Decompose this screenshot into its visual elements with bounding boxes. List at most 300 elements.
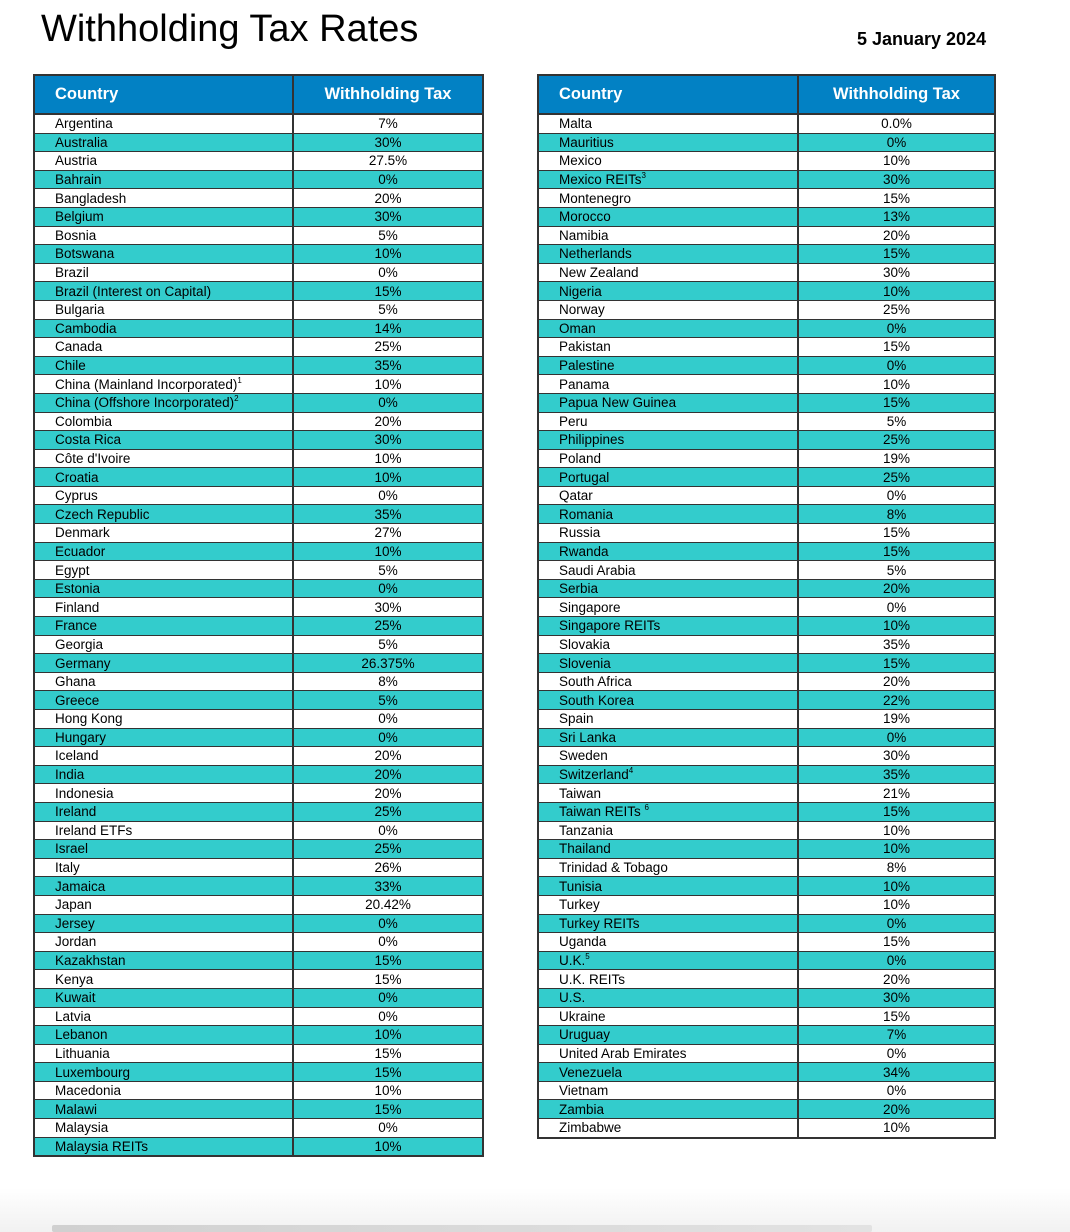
country-name: Botswana: [55, 246, 115, 262]
table-row: [34, 431, 483, 450]
table-row: [34, 1081, 483, 1100]
country-name: Denmark: [55, 525, 110, 541]
country-name: France: [55, 618, 98, 634]
table-row: [34, 1100, 483, 1119]
withholding-tax-cell: 30%: [798, 170, 995, 189]
country-name: Ukraine: [559, 1008, 606, 1024]
withholding-tax-cell: 10%: [798, 895, 995, 914]
country-name: Tunisia: [559, 878, 603, 894]
country-name: Georgia: [55, 636, 104, 652]
country-cell: [34, 1100, 293, 1119]
country-name: Malawi: [55, 1101, 98, 1117]
table-row: [34, 152, 483, 171]
withholding-tax-cell: 5%: [798, 561, 995, 580]
country-name: Japan: [55, 897, 92, 913]
country-name: Pakistan: [559, 339, 611, 355]
withholding-tax-cell: 5%: [293, 561, 483, 580]
table-row: [34, 226, 483, 245]
footnote-marker: 3: [641, 171, 646, 181]
table-row: [538, 393, 995, 412]
withholding-tax-cell: 15%: [293, 282, 483, 301]
withholding-tax-cell: 0%: [293, 263, 483, 282]
table-row: [538, 282, 995, 301]
country-name: Rwanda: [559, 543, 609, 559]
country-name: Brazil (Interest on Capital): [55, 283, 212, 299]
country-cell: [34, 245, 293, 264]
country-name: New Zealand: [559, 265, 639, 281]
table-row: [538, 579, 995, 598]
withholding-tax-cell: 10%: [293, 375, 483, 394]
country-name: Ireland: [55, 804, 97, 820]
withholding-tax-cell: 35%: [293, 505, 483, 524]
table-row: [34, 412, 483, 431]
country-cell: [538, 821, 798, 840]
country-cell: [34, 356, 293, 375]
withholding-tax-cell: 20%: [798, 579, 995, 598]
country-cell: [34, 1026, 293, 1045]
table-row: [538, 1119, 995, 1138]
withholding-tax-cell: 19%: [798, 449, 995, 468]
country-name: Montenegro: [559, 190, 632, 206]
withholding-tax-cell: 0%: [293, 821, 483, 840]
country-cell: [34, 375, 293, 394]
country-name: Trinidad & Tobago: [559, 860, 668, 876]
country-cell: [34, 542, 293, 561]
table-row: [34, 300, 483, 319]
table-row: [538, 375, 995, 394]
country-name: Zambia: [559, 1101, 605, 1117]
withholding-tax-cell: 7%: [293, 114, 483, 133]
country-cell: [538, 1063, 798, 1082]
table-row: [538, 635, 995, 654]
table-row: [34, 840, 483, 859]
country-cell: [34, 579, 293, 598]
withholding-tax-cell: 25%: [798, 431, 995, 450]
withholding-tax-cell: 5%: [293, 635, 483, 654]
country-cell: [538, 728, 798, 747]
withholding-tax-cell: 20%: [798, 1100, 995, 1119]
withholding-tax-cell: 34%: [798, 1063, 995, 1082]
country-name: Israel: [55, 841, 89, 857]
country-cell: [34, 1119, 293, 1138]
table-row: [538, 617, 995, 636]
country-name: Sri Lanka: [559, 729, 617, 745]
country-name: Croatia: [55, 469, 99, 485]
withholding-tax-cell: 20%: [293, 412, 483, 431]
withholding-tax-cell: 0%: [293, 1119, 483, 1138]
table-row: [34, 1044, 483, 1063]
country-name: Indonesia: [55, 785, 114, 801]
country-cell: [538, 338, 798, 357]
withholding-tax-cell: 15%: [293, 970, 483, 989]
withholding-tax-cell: 0%: [293, 933, 483, 952]
table-row: [34, 524, 483, 543]
table-row: [538, 245, 995, 264]
country-name: Chile: [55, 358, 86, 374]
country-cell: [34, 300, 293, 319]
country-name: Zimbabwe: [559, 1120, 622, 1136]
table-row: [538, 1081, 995, 1100]
country-cell: [538, 375, 798, 394]
country-name: Iceland: [55, 748, 99, 764]
country-name: Saudi Arabia: [559, 562, 636, 578]
table-row: [34, 617, 483, 636]
table-row: [538, 1044, 995, 1063]
country-name: Papua New Guinea: [559, 395, 677, 411]
withholding-tax-cell: 15%: [798, 393, 995, 412]
withholding-tax-cell: 19%: [798, 710, 995, 729]
country-cell: [538, 765, 798, 784]
country-name: Oman: [559, 320, 596, 336]
withholding-tax-cell: 26%: [293, 858, 483, 877]
country-name: Cambodia: [55, 320, 117, 336]
tax-table-left: [33, 74, 484, 1157]
country-name: Malaysia REITs: [55, 1138, 149, 1154]
country-cell: [538, 654, 798, 673]
country-cell: [34, 840, 293, 859]
country-name: Hungary: [55, 729, 107, 745]
footnote-marker: 2: [234, 394, 239, 404]
withholding-tax-cell: 10%: [798, 152, 995, 171]
country-cell: [34, 263, 293, 282]
country-name: Lebanon: [55, 1027, 108, 1043]
withholding-tax-cell: 0%: [798, 951, 995, 970]
withholding-tax-cell: 0%: [293, 1007, 483, 1026]
country-cell: [538, 877, 798, 896]
country-cell: [34, 970, 293, 989]
country-cell: [538, 988, 798, 1007]
table-row: [538, 672, 995, 691]
country-name: Turkey REITs: [559, 915, 640, 931]
country-cell: [538, 133, 798, 152]
table-row: [34, 728, 483, 747]
table-row: [34, 654, 483, 673]
withholding-tax-cell: 35%: [798, 635, 995, 654]
table-row: [34, 542, 483, 561]
withholding-tax-cell: 10%: [798, 617, 995, 636]
withholding-tax-cell: 0%: [798, 356, 995, 375]
withholding-tax-cell: 22%: [798, 691, 995, 710]
withholding-tax-cell: 20%: [798, 970, 995, 989]
country-name: Jersey: [55, 915, 95, 931]
country-name: Colombia: [55, 413, 113, 429]
country-cell: [34, 207, 293, 226]
withholding-tax-cell: 10%: [293, 468, 483, 487]
country-name: Uganda: [559, 934, 607, 950]
country-cell: [538, 468, 798, 487]
country-cell: [538, 1026, 798, 1045]
withholding-tax-cell: 30%: [293, 207, 483, 226]
withholding-tax-cell: 10%: [293, 1081, 483, 1100]
country-name: Costa Rica: [55, 432, 122, 448]
country-cell: [34, 133, 293, 152]
country-name: Nigeria: [559, 283, 602, 299]
country-name: Greece: [55, 692, 100, 708]
withholding-tax-cell: 15%: [798, 338, 995, 357]
country-cell: [538, 524, 798, 543]
country-cell: [34, 152, 293, 171]
withholding-tax-cell: 10%: [798, 821, 995, 840]
country-name: Ecuador: [55, 543, 106, 559]
table-row: [34, 598, 483, 617]
withholding-tax-cell: 25%: [293, 617, 483, 636]
country-cell: [538, 189, 798, 208]
country-name: China (Offshore Incorporated): [55, 395, 235, 411]
table-row: [34, 784, 483, 803]
country-cell: [34, 691, 293, 710]
country-name: Poland: [559, 450, 602, 466]
table-row: [538, 598, 995, 617]
footnote-text-blurred: [52, 1225, 872, 1232]
withholding-tax-cell: 20%: [293, 189, 483, 208]
country-name: Taiwan REITs: [559, 804, 645, 820]
withholding-tax-cell: 20.42%: [293, 895, 483, 914]
country-cell: [538, 1119, 798, 1138]
country-cell: [34, 189, 293, 208]
table-row: [538, 914, 995, 933]
withholding-tax-cell: 0.0%: [798, 114, 995, 133]
withholding-tax-cell: 10%: [293, 449, 483, 468]
country-name: Bulgaria: [55, 302, 105, 318]
country-name: Singapore REITs: [559, 618, 661, 634]
table-row: [538, 1063, 995, 1082]
table-row: [34, 914, 483, 933]
country-name: U.S.: [559, 990, 586, 1006]
country-cell: [34, 114, 293, 133]
table-row: [34, 691, 483, 710]
table-row: [538, 933, 995, 952]
country-cell: [538, 505, 798, 524]
country-cell: [34, 728, 293, 747]
withholding-tax-cell: 5%: [293, 300, 483, 319]
withholding-tax-cell: 0%: [293, 914, 483, 933]
country-name: Malaysia: [55, 1120, 109, 1136]
withholding-tax-cell: 27.5%: [293, 152, 483, 171]
country-cell: [34, 617, 293, 636]
country-cell: [34, 561, 293, 580]
withholding-tax-cell: 30%: [293, 598, 483, 617]
country-cell: [538, 1081, 798, 1100]
country-cell: [538, 486, 798, 505]
withholding-tax-cell: 5%: [798, 412, 995, 431]
country-cell: [34, 1063, 293, 1082]
column-header-withholding-tax: Withholding Tax: [293, 75, 483, 114]
country-cell: [34, 449, 293, 468]
country-name: Russia: [559, 525, 601, 541]
country-cell: [538, 598, 798, 617]
withholding-tax-cell: 8%: [798, 505, 995, 524]
country-cell: [538, 207, 798, 226]
withholding-tax-cell: 15%: [293, 951, 483, 970]
withholding-tax-cell: 25%: [293, 840, 483, 859]
table-row: [34, 319, 483, 338]
country-cell: [34, 951, 293, 970]
country-name: Cyprus: [55, 488, 98, 504]
table-row: [34, 133, 483, 152]
withholding-tax-cell: 0%: [293, 710, 483, 729]
country-name: Vietnam: [559, 1083, 609, 1099]
withholding-tax-cell: 15%: [798, 245, 995, 264]
table-row: [34, 710, 483, 729]
withholding-tax-cell: 15%: [293, 1044, 483, 1063]
table-row: [34, 635, 483, 654]
table-row: [538, 114, 995, 133]
withholding-tax-cell: 20%: [798, 226, 995, 245]
withholding-tax-cell: 8%: [293, 672, 483, 691]
table-row: [538, 133, 995, 152]
table-row: [34, 468, 483, 487]
withholding-tax-cell: 0%: [798, 598, 995, 617]
withholding-tax-cell: 20%: [293, 747, 483, 766]
country-cell: [34, 858, 293, 877]
table-row: [538, 189, 995, 208]
withholding-tax-cell: 10%: [798, 840, 995, 859]
table-row: [34, 189, 483, 208]
country-name: South Africa: [559, 674, 632, 690]
table-row: [538, 300, 995, 319]
country-name: U.K.: [559, 953, 586, 969]
country-cell: [538, 561, 798, 580]
withholding-tax-cell: 20%: [293, 784, 483, 803]
country-name: Luxembourg: [55, 1064, 131, 1080]
column-header-country: Country: [34, 75, 293, 114]
table-row: [538, 170, 995, 189]
country-cell: [34, 654, 293, 673]
country-name: Tanzania: [559, 822, 614, 838]
country-cell: [538, 784, 798, 803]
withholding-tax-cell: 0%: [293, 728, 483, 747]
withholding-tax-cell: 0%: [293, 579, 483, 598]
table-row: [34, 877, 483, 896]
withholding-tax-cell: 13%: [798, 207, 995, 226]
withholding-tax-cell: 0%: [293, 393, 483, 412]
table-row: [538, 970, 995, 989]
country-cell: [34, 988, 293, 1007]
country-name: Brazil: [55, 265, 89, 281]
table-row: [538, 840, 995, 859]
country-name: Qatar: [559, 488, 593, 504]
table-row: [34, 486, 483, 505]
country-cell: [538, 542, 798, 561]
country-name: Malta: [559, 116, 593, 132]
country-name: Peru: [559, 413, 588, 429]
country-cell: [538, 747, 798, 766]
withholding-tax-cell: 25%: [798, 468, 995, 487]
table-row: [34, 1026, 483, 1045]
table-row: [538, 486, 995, 505]
country-cell: [34, 1137, 293, 1156]
withholding-tax-cell: 5%: [293, 226, 483, 245]
withholding-tax-cell: 10%: [798, 1119, 995, 1138]
country-cell: [34, 170, 293, 189]
country-cell: [34, 486, 293, 505]
country-name: South Korea: [559, 692, 635, 708]
country-cell: [34, 226, 293, 245]
table-row: [34, 338, 483, 357]
country-name: Estonia: [55, 581, 101, 597]
withholding-tax-cell: 15%: [798, 654, 995, 673]
table-row: [538, 1026, 995, 1045]
country-name: Norway: [559, 302, 605, 318]
country-cell: [538, 356, 798, 375]
table-row: [34, 970, 483, 989]
table-row: [538, 691, 995, 710]
country-cell: [538, 802, 798, 821]
country-name: Bangladesh: [55, 190, 127, 206]
country-name: Ireland ETFs: [55, 822, 133, 838]
withholding-tax-cell: 0%: [798, 914, 995, 933]
country-cell: [538, 1100, 798, 1119]
table-row: [34, 933, 483, 952]
tax-table-right: [537, 74, 996, 1139]
country-name: Slovenia: [559, 655, 611, 671]
country-cell: [538, 895, 798, 914]
withholding-tax-cell: 0%: [798, 486, 995, 505]
country-cell: [34, 802, 293, 821]
table-row: [34, 505, 483, 524]
table-row: [538, 338, 995, 357]
table-row: [34, 895, 483, 914]
table-row: [34, 170, 483, 189]
table-row: [538, 431, 995, 450]
table-row: [538, 468, 995, 487]
country-cell: [34, 338, 293, 357]
country-cell: [538, 1007, 798, 1026]
withholding-tax-cell: 10%: [293, 1026, 483, 1045]
withholding-tax-cell: 15%: [798, 524, 995, 543]
country-cell: [538, 691, 798, 710]
country-name: Argentina: [55, 116, 113, 132]
footnote-marker: 4: [628, 766, 634, 776]
country-cell: [538, 1044, 798, 1063]
withholding-tax-cell: 10%: [293, 1137, 483, 1156]
withholding-tax-cell: 14%: [293, 319, 483, 338]
withholding-tax-cell: 15%: [798, 189, 995, 208]
country-cell: [538, 319, 798, 338]
country-name: Slovakia: [559, 636, 611, 652]
country-name: U.K. REITs: [559, 971, 626, 987]
country-name: United Arab Emirates: [559, 1045, 687, 1061]
country-name: Netherlands: [559, 246, 632, 262]
country-name: Mauritius: [559, 134, 614, 150]
country-cell: [34, 895, 293, 914]
withholding-tax-cell: 15%: [798, 933, 995, 952]
withholding-tax-cell: 8%: [798, 858, 995, 877]
withholding-tax-cell: 20%: [293, 765, 483, 784]
withholding-tax-cell: 0%: [293, 988, 483, 1007]
table-row: [34, 561, 483, 580]
table-row: [538, 356, 995, 375]
country-name: Côte d'Ivoire: [55, 450, 131, 466]
country-name: Lithuania: [55, 1045, 110, 1061]
country-cell: [538, 300, 798, 319]
country-cell: [34, 747, 293, 766]
table-row: [538, 821, 995, 840]
country-name: Canada: [55, 339, 103, 355]
withholding-tax-cell: 15%: [798, 1007, 995, 1026]
country-cell: [538, 245, 798, 264]
table-row: [34, 1137, 483, 1156]
country-cell: [538, 412, 798, 431]
table-row: [34, 988, 483, 1007]
country-name: Czech Republic: [55, 506, 150, 522]
country-name: Portugal: [559, 469, 610, 485]
withholding-tax-cell: 25%: [798, 300, 995, 319]
withholding-tax-cell: 0%: [798, 319, 995, 338]
country-cell: [538, 951, 798, 970]
withholding-tax-cell: 10%: [798, 282, 995, 301]
country-cell: [34, 468, 293, 487]
